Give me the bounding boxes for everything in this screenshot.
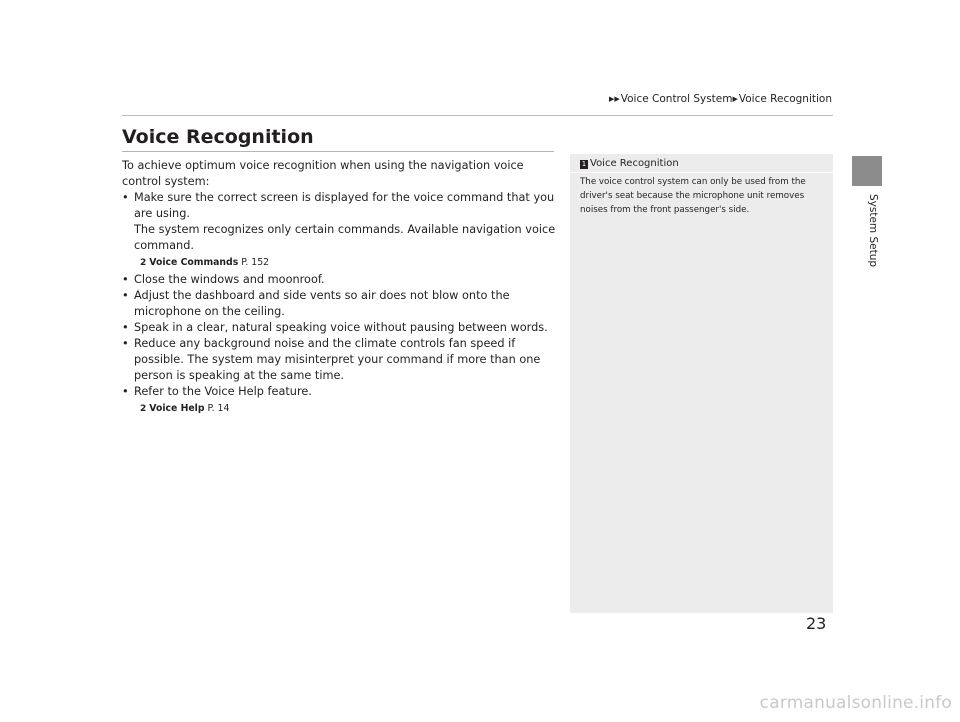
- list-item: [122, 190, 562, 254]
- list-item-text: Reduce any background noise and the climate controls fan speed if possible. The system may misinterpret your command if more than one person is speaking at the same time.: [134, 337, 541, 382]
- breadcrumb-item-voice-control-system[interactable]: Voice Control System: [620, 93, 733, 105]
- note-header: [580, 158, 679, 169]
- bullet-icon: •: [122, 273, 129, 286]
- bullet-icon: •: [122, 337, 129, 350]
- reference-title: Voice Commands: [149, 257, 239, 268]
- note-body: The voice control system can only be used from the driver's seat because the microphone unit removes noises from the front passenger's side.: [580, 177, 806, 215]
- list-item: [122, 272, 562, 288]
- main-content: [122, 158, 562, 418]
- section-title: Voice Recognition: [122, 126, 314, 148]
- bullet-icon: •: [122, 289, 129, 302]
- sidebar-note: [570, 154, 833, 613]
- note-title: Voice Recognition: [590, 158, 679, 169]
- watermark: carmanualsonline.info: [759, 693, 952, 713]
- bullet-icon: •: [122, 385, 129, 398]
- list-item-text: Refer to the Voice Help feature.: [134, 385, 312, 398]
- list-item-text: Make sure the correct screen is displayed for the voice command that you are using.: [134, 191, 555, 220]
- header-divider: [122, 115, 833, 116]
- list-item: [122, 288, 562, 320]
- list-item-text: Speak in a clear, natural speaking voice without pausing between words.: [134, 321, 548, 334]
- reference-title: Voice Help: [149, 403, 205, 414]
- chapter-tab-label: System Setup: [867, 194, 879, 268]
- triangle-right-icon: ▶▶: [608, 95, 620, 103]
- chapter-tab: [852, 156, 882, 186]
- reference-arrow-icon: 2: [140, 258, 147, 268]
- bullet-icon: •: [122, 191, 129, 204]
- reference-page: P. 14: [207, 403, 230, 414]
- bullet-icon: •: [122, 321, 129, 334]
- breadcrumb-item-voice-recognition[interactable]: Voice Recognition: [738, 93, 832, 105]
- intro-text: To achieve optimum voice recognition when using the navigation voice control system:: [122, 159, 524, 188]
- note-divider: [570, 172, 833, 173]
- reference-page: P. 152: [241, 257, 270, 268]
- list-item-subtext: The system recognizes only certain commands. Available navigation voice command.: [134, 223, 556, 252]
- cross-reference-voice-commands[interactable]: [122, 256, 562, 270]
- list-item: [122, 336, 562, 384]
- list-item-text: Adjust the dashboard and side vents so air does not blow onto the microphone on the ceiling.: [134, 289, 510, 318]
- reference-arrow-icon: 2: [140, 404, 147, 414]
- breadcrumb: [609, 93, 832, 105]
- list-item: [122, 384, 562, 400]
- list-item: [122, 320, 562, 336]
- cross-reference-voice-help[interactable]: [122, 402, 562, 416]
- list-item-text: Close the windows and moonroof.: [134, 273, 325, 286]
- page-number: 23: [806, 614, 827, 633]
- note-number-badge: 1: [581, 160, 587, 168]
- triangle-right-icon: ▶: [732, 95, 738, 103]
- title-divider: [122, 151, 554, 152]
